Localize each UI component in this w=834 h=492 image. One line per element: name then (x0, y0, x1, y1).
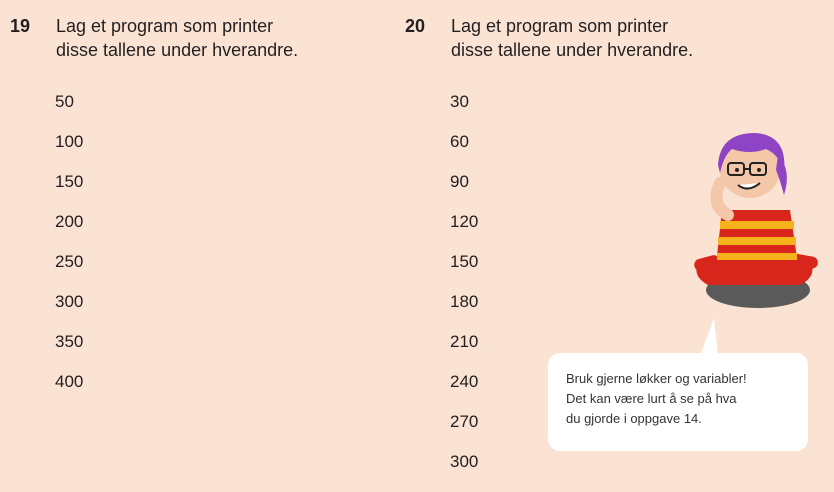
list-item: 210 (450, 332, 479, 351)
task-20-header (405, 14, 693, 62)
number-list (55, 92, 83, 412)
list-item: 250 (55, 252, 84, 271)
bubble-line: du gjorde i oppgave 14. (566, 411, 702, 426)
instruction-line: Lag et program som printer (56, 16, 274, 36)
list-item: 200 (55, 212, 84, 231)
list-item: 90 (450, 172, 469, 191)
list-item: 240 (450, 372, 479, 391)
list-item: 270 (450, 412, 479, 431)
bubble-line: Bruk gjerne løkker og variabler! (566, 371, 747, 386)
speech-bubble (548, 353, 808, 451)
instruction-line: Lag et program som printer (451, 16, 669, 36)
task-instruction (451, 14, 693, 62)
list-item: 400 (55, 372, 84, 391)
task-19-header (10, 14, 298, 62)
girl-with-purple-hair-icon (680, 125, 830, 315)
list-item: 100 (55, 132, 84, 151)
list-item: 50 (55, 92, 74, 111)
list-item: 300 (450, 452, 479, 471)
list-item: 350 (55, 332, 84, 351)
list-item: 150 (55, 172, 84, 191)
task-19 (10, 14, 299, 391)
list-item: 300 (55, 292, 84, 311)
list-item: 30 (450, 92, 469, 111)
task-number: 19 (10, 16, 31, 36)
list-item: 60 (450, 132, 469, 151)
number-list (450, 92, 478, 492)
bubble-line: Det kan være lurt å se på hva (566, 391, 737, 406)
instruction-line: disse tallene under hverandre. (56, 40, 299, 60)
list-item: 120 (450, 212, 479, 231)
list-item: 150 (450, 252, 479, 271)
instruction-line: disse tallene under hverandre. (451, 40, 694, 60)
speech-bubble-tail (700, 318, 718, 356)
task-instruction (56, 14, 298, 62)
list-item: 180 (450, 292, 479, 311)
task-number: 20 (405, 16, 426, 36)
